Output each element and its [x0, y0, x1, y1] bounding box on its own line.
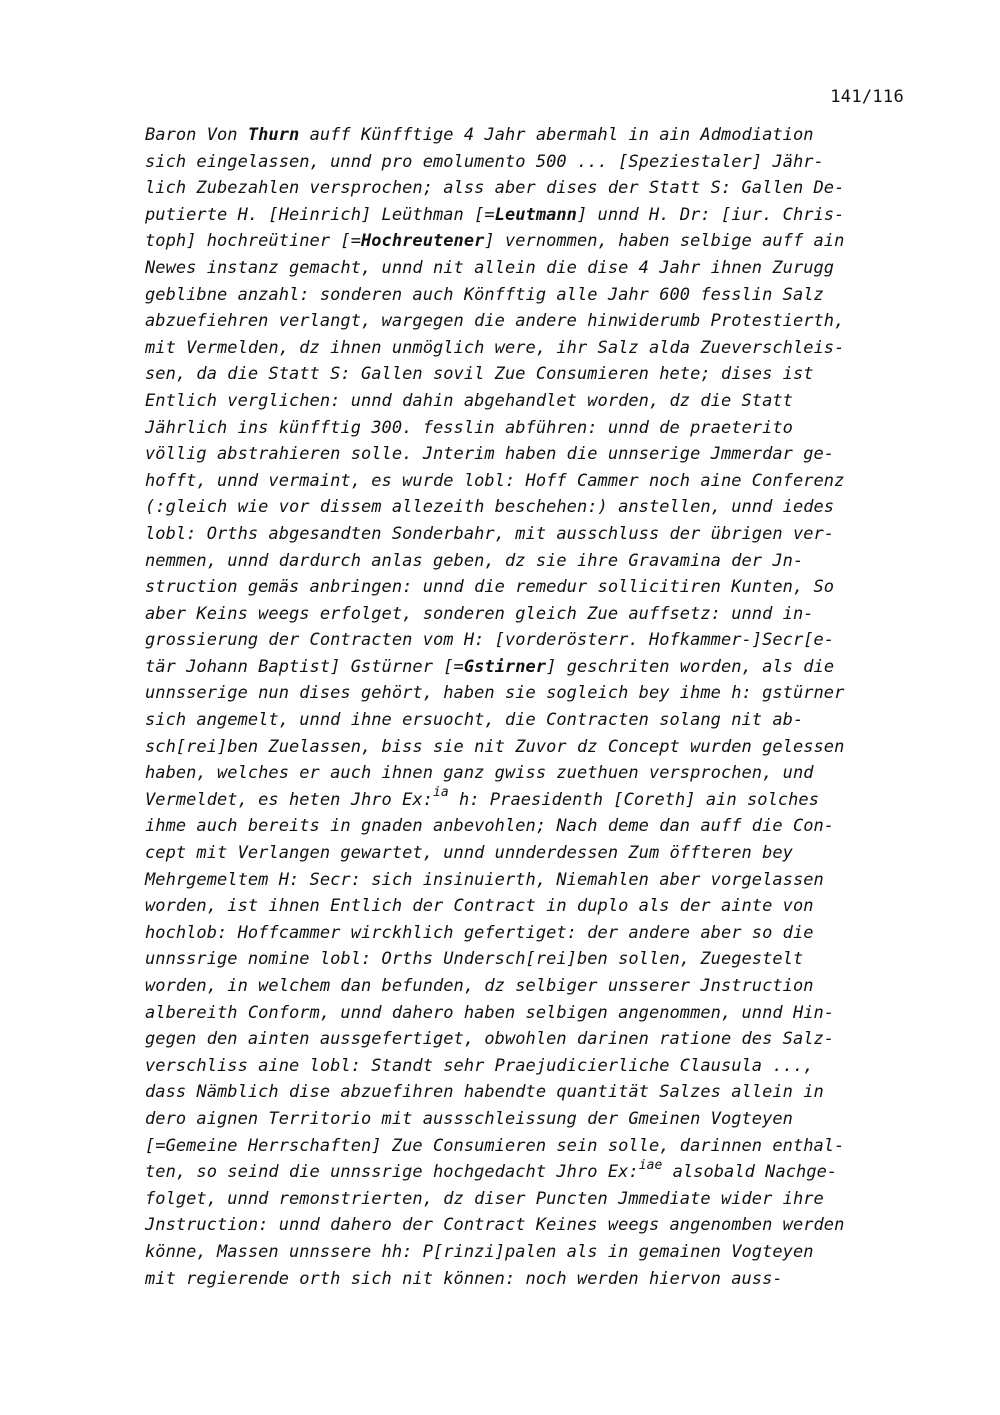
- text-line: [145, 494, 925, 521]
- text-segment: putierte H. [Heinrich] Leüthman [=: [145, 204, 495, 225]
- text-line: [145, 122, 925, 149]
- text-line: [145, 441, 925, 468]
- text-segment: Vermeldet, es heten Jhro Ex:: [145, 789, 433, 810]
- text-line: [145, 149, 925, 176]
- text-line: [145, 734, 925, 761]
- text-segment: hochlob: Hoffcammer wirckhlich gefertiget: der andere aber so die: [145, 922, 814, 943]
- text-segment: sich angemelt, unnd ihne ersuocht, die Contracten solang nit ab-: [145, 710, 804, 731]
- text-line: [145, 867, 925, 894]
- bold-name: Gstirner: [463, 656, 547, 677]
- text-segment: geblibne anzahl: sonderen auch Könfftig alle Jahr 600 fesslin Salz: [145, 284, 824, 305]
- text-segment: unnsserige nun dises gehört, haben sie sogleich bey ihme h: gstürner: [145, 683, 845, 704]
- text-segment: alsobald Nachge-: [662, 1162, 838, 1183]
- text-line: [145, 601, 925, 628]
- text-line: [145, 282, 925, 309]
- text-segment: ] geschriten worden, als die: [546, 656, 835, 677]
- text-line: [145, 920, 925, 947]
- text-segment: toph] hochreütiner [=: [145, 231, 361, 252]
- text-line: [145, 1000, 925, 1027]
- text-line: [145, 574, 925, 601]
- text-segment: könne, Massen unnssere hh: P[rinzi]palen als in gemainen Vogteyen: [145, 1241, 814, 1262]
- text-line: [145, 548, 925, 575]
- text-segment: cept mit Verlangen gewartet, unnd unnderdessen Zum öffteren bey: [145, 843, 793, 864]
- text-line: [145, 680, 925, 707]
- text-line: [145, 707, 925, 734]
- text-line: [145, 175, 925, 202]
- text-segment: hofft, unnd vermaint, es wurde lobl: Hoff Cammer noch aine Conferenz: [145, 470, 845, 491]
- text-line: [145, 840, 925, 867]
- text-segment: Jährlich ins künfftig 300. fesslin abführen: unnd de praeterito: [145, 417, 793, 438]
- text-segment: (:gleich wie vor dissem allezeith beschehen:) anstellen, unnd iedes: [145, 497, 835, 518]
- text-segment: Jnstruction: unnd dahero der Contract Keines weegs angenomben werden: [145, 1215, 845, 1236]
- text-line: [145, 654, 925, 681]
- superscript-abbreviation: iae: [638, 1157, 663, 1173]
- text-segment: unnssrige nomine lobl: Orths Undersch[rei]ben sollen, Zuegestelt: [145, 949, 804, 970]
- text-segment: worden, ist ihnen Entlich der Contract in duplo als der ainte von: [145, 896, 814, 917]
- text-line: [145, 255, 925, 282]
- text-line: [145, 893, 925, 920]
- document-body-text: [145, 122, 925, 1292]
- text-segment: albereith Conform, unnd dahero haben selbigen angenommen, unnd Hin-: [145, 1002, 835, 1023]
- text-line: [145, 335, 925, 362]
- bold-name: Thurn: [247, 125, 300, 145]
- text-segment: sich eingelassen, unnd pro emolumento 500 ... [Speziestaler] Jähr-: [145, 151, 824, 172]
- text-segment: verschliss aine lobl: Standt sehr Praejudicierliche Clausula ...,: [145, 1055, 814, 1076]
- text-segment: Newes instanz gemacht, unnd nit allein die dise 4 Jahr ihnen Zurugg: [145, 257, 835, 278]
- text-line: [145, 1026, 925, 1053]
- text-line: [145, 1239, 925, 1266]
- text-line: [145, 1266, 925, 1293]
- text-segment: tär Johann Baptist] Gstürner [=: [145, 656, 464, 677]
- text-line: [145, 973, 925, 1000]
- text-line: [145, 760, 925, 787]
- text-line: [145, 415, 925, 442]
- text-segment: völlig abstrahieren solle. Jnterim haben die unnserige Jmmerdar ge-: [145, 444, 835, 465]
- text-segment: aber Keins weegs erfolget, sonderen gleich Zue auffsetz: unnd in-: [145, 603, 814, 624]
- text-line: [145, 468, 925, 495]
- text-segment: lich Zubezahlen versprochen; alss aber dises der Statt S: Gallen De-: [145, 178, 845, 199]
- text-line: [145, 1106, 925, 1133]
- page-number: 141/116: [830, 87, 904, 107]
- text-segment: ] unnd H. Dr: [iur. Chris-: [576, 204, 845, 225]
- superscript-abbreviation: ia: [432, 785, 449, 801]
- text-segment: lobl: Orths abgesandten Sonderbahr, mit ausschluss der übrigen ver-: [145, 523, 835, 544]
- text-line: [145, 1159, 925, 1186]
- text-segment: dass Nämblich dise abzuefihren habendte quantität Salzes allein in: [145, 1082, 824, 1103]
- text-segment: ] vernommen, haben selbige auff ain: [484, 231, 845, 252]
- text-segment: struction gemäs anbringen: unnd die remedur sollicitiren Kunten, So: [145, 577, 835, 598]
- text-line: [145, 1212, 925, 1239]
- text-segment: auff Künfftige 4 Jahr abermahl in ain Admodiation: [299, 125, 814, 145]
- text-segment: folget, unnd remonstrierten, dz diser Puncten Jmmediate wider ihre: [145, 1188, 824, 1209]
- text-segment: sen, da die Statt S: Gallen sovil Zue Consumieren hete; dises ist: [145, 364, 814, 385]
- text-line: [145, 1186, 925, 1213]
- text-line: [145, 787, 925, 814]
- text-line: [145, 1079, 925, 1106]
- text-segment: worden, in welchem dan befunden, dz selbiger unsserer Jnstruction: [145, 976, 814, 996]
- text-line: [145, 202, 925, 229]
- text-segment: haben, welches er auch ihnen ganz gwiss zuethuen versprochen, und: [145, 763, 814, 784]
- bold-name: Leutmann: [494, 204, 577, 225]
- text-line: [145, 627, 925, 654]
- text-segment: Mehrgemeltem H: Secr: sich insinuierth, Niemahlen aber vorgelassen: [145, 869, 824, 890]
- bold-name: Hochreutener: [360, 231, 485, 252]
- text-segment: ten, so seind die unnssrige hochgedacht Jhro Ex:: [145, 1162, 639, 1183]
- text-segment: grossierung der Contracten vom H: [vorderösterr. Hofkammer-]Secr[e-: [145, 630, 835, 651]
- text-segment: Entlich verglichen: unnd dahin abgehandlet worden, dz die Statt: [145, 390, 793, 411]
- text-line: [145, 1133, 925, 1160]
- text-line: [145, 813, 925, 840]
- text-segment: dero aignen Territorio mit aussschleissung der Gmeinen Vogteyen: [145, 1108, 793, 1129]
- text-segment: h: Praesidenth [Coreth] ain solches: [448, 789, 820, 810]
- text-line: [145, 361, 925, 388]
- text-line: [145, 521, 925, 548]
- text-segment: mit regierende orth sich nit können: noch werden hiervon auss-: [145, 1268, 783, 1289]
- text-line: [145, 228, 925, 255]
- text-segment: nemmen, unnd dardurch anlas geben, dz sie ihre Gravamina der Jn-: [145, 550, 804, 571]
- text-segment: sch[rei]ben Zuelassen, biss sie nit Zuvor dz Concept wurden gelessen: [145, 736, 845, 757]
- text-segment: mit Vermelden, dz ihnen unmöglich were, ihr Salz alda Zueverschleis-: [145, 337, 845, 358]
- text-segment: abzuefiehren verlangt, wargegen die andere hinwiderumb Protestierth,: [145, 311, 845, 332]
- text-segment: ihme auch bereits in gnaden anbevohlen; Nach deme dan auff die Con-: [145, 816, 835, 837]
- text-line: [145, 1053, 925, 1080]
- text-segment: gegen den ainten aussgefertiget, obwohlen darinen ratione des Salz-: [145, 1029, 835, 1050]
- text-line: [145, 946, 925, 973]
- text-line: [145, 308, 925, 335]
- text-line: [145, 388, 925, 415]
- text-segment: Baron Von: [145, 125, 248, 145]
- text-segment: [=Gemeine Herrschaften] Zue Consumieren sein solle, darinnen enthal-: [145, 1135, 845, 1156]
